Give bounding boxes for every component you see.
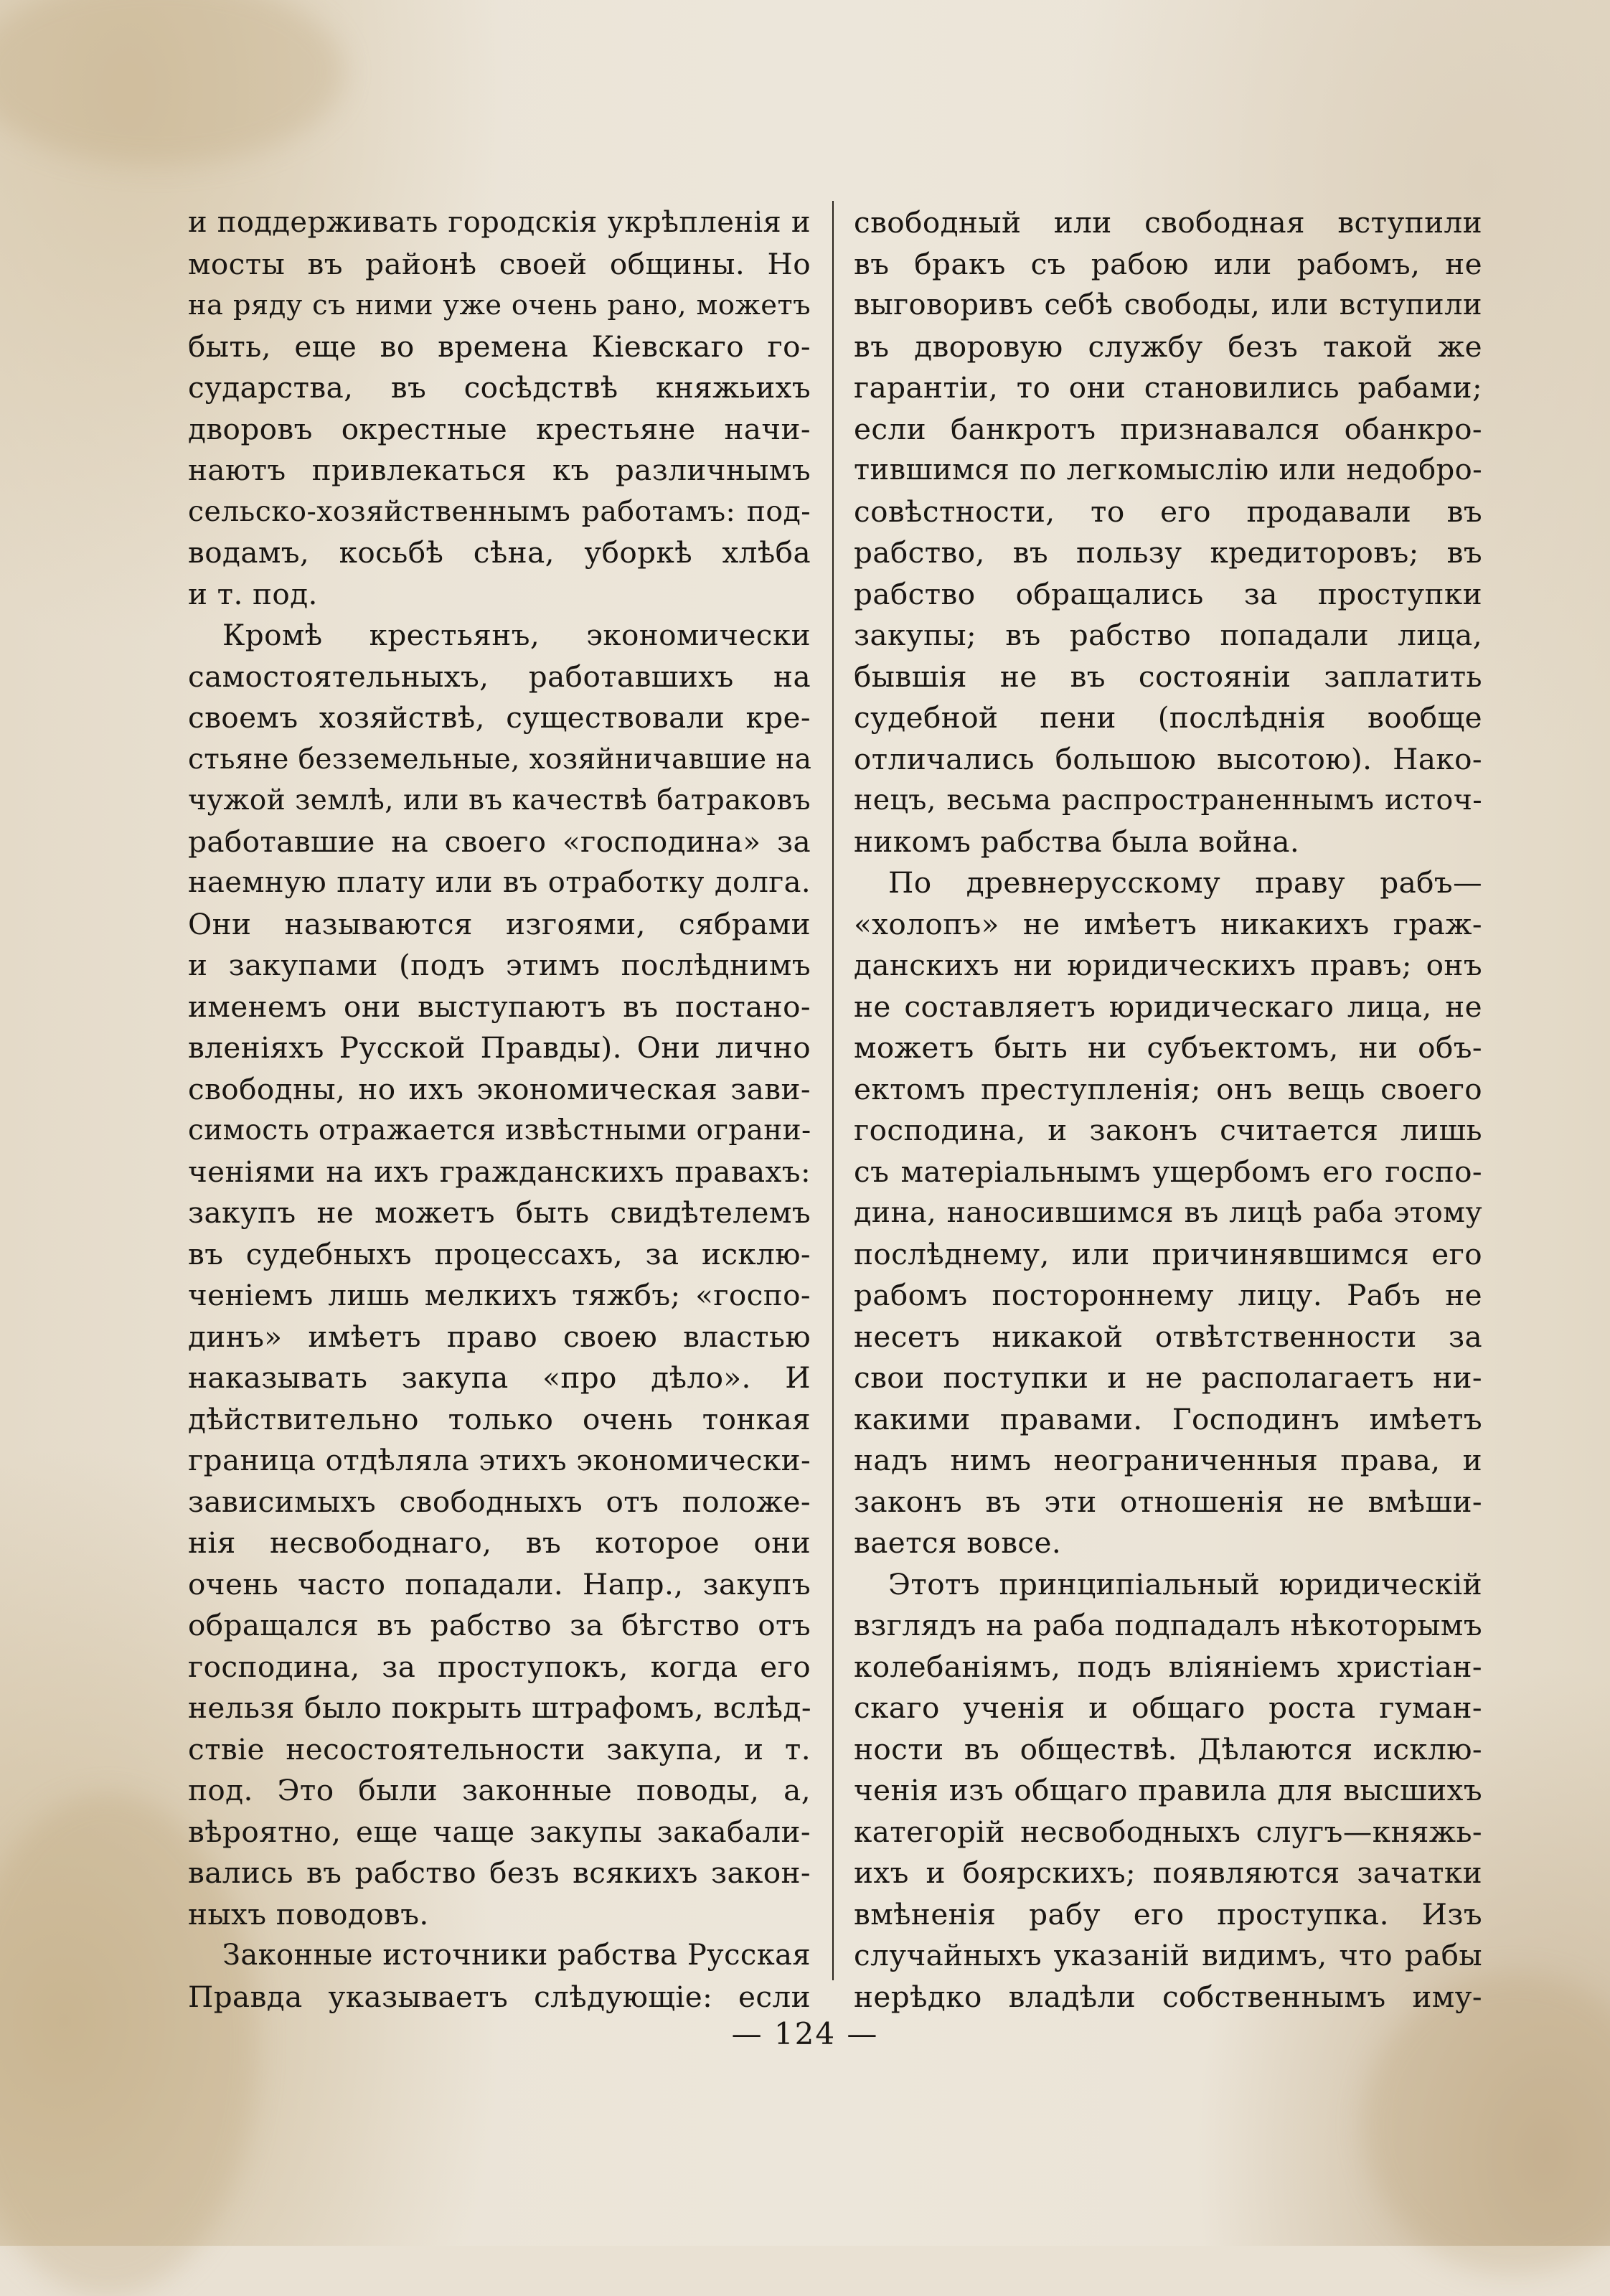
text-line: наемную плату или въ отработку долга. [188, 866, 811, 899]
text-line: Они называются изгоями, сябрами [188, 906, 811, 941]
text-line: сударства, въ сосѣдствѣ княжьихъ [188, 370, 811, 405]
text-line: господина, и законъ считается лишь [854, 1113, 1482, 1147]
text-line: послѣднему, или причинявшимся его [854, 1236, 1482, 1271]
text-line: данскихъ ни юридическихъ правъ; онъ [854, 948, 1482, 982]
text-line: обращался въ рабство за бѣгство отъ [188, 1608, 811, 1642]
text-line: вались въ рабство безъ всякихъ закон- [188, 1855, 811, 1890]
text-line: судебной пени (послѣднiя вообще [854, 700, 1482, 735]
text-line: господина, за проступокъ, когда его [188, 1649, 811, 1684]
text-line: скаго ученiя и общаго роста гуман- [854, 1690, 1482, 1725]
text-line: ныхъ поводовъ. [188, 1896, 429, 1932]
text-line: нерѣдко владѣли собственнымъ иму- [854, 1979, 1482, 2014]
text-line: наютъ привлекаться къ различнымъ [188, 453, 811, 487]
text-line: ектомъ преступленiя; онъ вещь своего [854, 1071, 1482, 1106]
text-line: случайныхъ указанiй видимъ, что рабы [854, 1938, 1482, 1972]
text-line: взглядъ на раба подпадалъ нѣкоторымъ [854, 1608, 1482, 1642]
text-line: вмѣненiя рабу его проступка. Изъ [854, 1896, 1482, 1932]
text-line: и т. под. [188, 576, 318, 611]
text-line: рабство обращались за проступки [854, 576, 1482, 611]
text-line: ченiями на ихъ гражданскихъ правахъ: [188, 1154, 811, 1189]
text-line: дина, наносившимся въ лицѣ раба этому [854, 1196, 1482, 1229]
text-line: никомъ рабства была война. [854, 824, 1300, 859]
text-line: категорiй несвободныхъ слугъ—княжь- [854, 1814, 1482, 1849]
text-line: свои поступки и не располагаетъ ни- [854, 1360, 1482, 1395]
left-text-column [188, 202, 811, 2018]
paper-stain [0, 0, 344, 165]
text-line: свободный или свободная вступили [854, 205, 1482, 240]
text-line: и поддерживать городскiя укрѣпленiя и [188, 206, 811, 239]
text-line: нецъ, весьма распространеннымъ источ- [854, 784, 1482, 817]
text-line: ствiе несостоятельности закупа, и т. [188, 1731, 811, 1766]
text-line: въ судебныхъ процессахъ, за исклю- [188, 1236, 811, 1271]
text-line: надъ нимъ неограниченныя права, и [854, 1443, 1482, 1477]
text-line: сельско-хозяйственнымъ работамъ: под- [188, 494, 811, 528]
text-line: наказывать закупа «про дѣло». И [188, 1360, 811, 1395]
page-number: — 124 — [731, 2016, 879, 2051]
text-line: тившимся по легкомыслiю или недобро- [854, 453, 1482, 486]
text-line: Кромѣ крестьянъ, экономически [222, 618, 811, 652]
text-line: своемъ хозяйствѣ, существовали кре- [188, 700, 811, 735]
text-line: нiя несвободнаго, въ которое они [188, 1525, 811, 1560]
text-line: динъ» имѣетъ право своею властью [188, 1319, 811, 1354]
text-line: какими правами. Господинъ имѣетъ [854, 1401, 1482, 1436]
text-line: съ матерiальнымъ ущербомъ его госпо- [854, 1154, 1482, 1189]
text-line: ности въ обществѣ. Дѣлаются исклю- [854, 1731, 1482, 1766]
text-line: рабство, въ пользу кредиторовъ; въ [854, 535, 1482, 570]
text-line: Правда указываетъ слѣдующiе: если [188, 1979, 811, 2014]
text-line: быть, еще во времена Кiевскаго го- [188, 329, 811, 364]
text-line: самостоятельныхъ, работавшихъ на [188, 659, 811, 694]
text-line: мосты въ районѣ своей общины. Но [188, 246, 811, 281]
text-line: Этотъ принципiальный юридическiй [888, 1566, 1482, 1601]
text-line: отличались большою высотою). Нако- [854, 741, 1482, 776]
text-line: несетъ никакой отвѣтственности за [854, 1319, 1482, 1354]
text-line: очень часто попадали. Напр., закупъ [188, 1566, 811, 1601]
text-line: на ряду съ ними уже очень рано, можетъ [188, 289, 811, 321]
text-line: дѣйствительно только очень тонкая [188, 1401, 811, 1436]
text-line: ченiя изъ общаго правила для высшихъ [854, 1773, 1482, 1807]
text-line: водамъ, косьбѣ сѣна, уборкѣ хлѣба [188, 535, 811, 570]
text-line: граница отдѣляла этихъ экономически- [188, 1443, 811, 1477]
text-line: симость отражается извѣстными ограни- [188, 1114, 811, 1147]
text-line: Законные источники рабства Русская [222, 1939, 811, 1972]
text-line: вленiяхъ Русской Правды). Они лично [188, 1030, 811, 1065]
text-line: По древнерусскому праву рабъ— [888, 865, 1482, 900]
text-line: нельзя было покрыть штрафомъ, вслѣд- [188, 1690, 811, 1725]
text-line: чужой землѣ, или въ качествѣ батраковъ [188, 784, 811, 817]
text-line: и закупами (подъ этимъ послѣднимъ [188, 948, 811, 982]
column-divider [832, 201, 834, 1980]
text-line: стьяне безземельные, хозяйничавшие на [188, 743, 812, 776]
text-line: законъ въ эти отношенiя не вмѣши- [854, 1484, 1482, 1519]
text-line: «холопъ» не имѣетъ никакихъ граж- [854, 906, 1482, 941]
text-line: вается вовсе. [854, 1525, 1062, 1560]
text-line: закупы; въ рабство попадали лица, [854, 618, 1482, 652]
text-line: въ дворовую службу безъ такой же [854, 329, 1482, 364]
text-line: гарантiи, то они становились рабами; [854, 370, 1482, 405]
text-line: колебанiямъ, подъ влiянiемъ христiан- [854, 1649, 1482, 1684]
text-line: работавшие на своего «господина» за [188, 824, 811, 859]
text-line: не составляетъ юридическаго лица, не [854, 989, 1482, 1024]
text-line: если банкротъ признавался обанкро- [854, 411, 1482, 446]
text-line: совѣстности, то его продавали въ [854, 494, 1482, 529]
text-line: ихъ и боярскихъ; появляются зачатки [854, 1855, 1482, 1890]
text-line: дворовъ окрестные крестьяне начи- [188, 411, 811, 446]
text-line: именемъ они выступаютъ въ постано- [188, 989, 811, 1024]
text-line: под. Это были законные поводы, а, [188, 1773, 811, 1807]
text-line: бывшiя не въ состоянiи заплатить [854, 659, 1482, 694]
text-line: закупъ не можетъ быть свидѣтелемъ [188, 1195, 811, 1230]
text-line: выговоривъ себѣ свободы, или вступили [854, 288, 1482, 321]
text-line: можетъ быть ни субъектомъ, ни объ- [854, 1030, 1482, 1065]
text-line: ченiемъ лишь мелкихъ тяжбъ; «госпо- [188, 1278, 811, 1312]
text-line: рабомъ постороннему лицу. Рабъ не [854, 1278, 1482, 1312]
text-line: свободны, но ихъ экономическая зави- [188, 1071, 811, 1106]
text-line: вѣроятно, еще чаще закупы закабали- [188, 1814, 811, 1849]
text-line: зависимыхъ свободныхъ отъ положе- [188, 1484, 811, 1519]
text-line: въ бракъ съ рабою или рабомъ, не [854, 246, 1482, 281]
right-text-column [854, 202, 1482, 2018]
